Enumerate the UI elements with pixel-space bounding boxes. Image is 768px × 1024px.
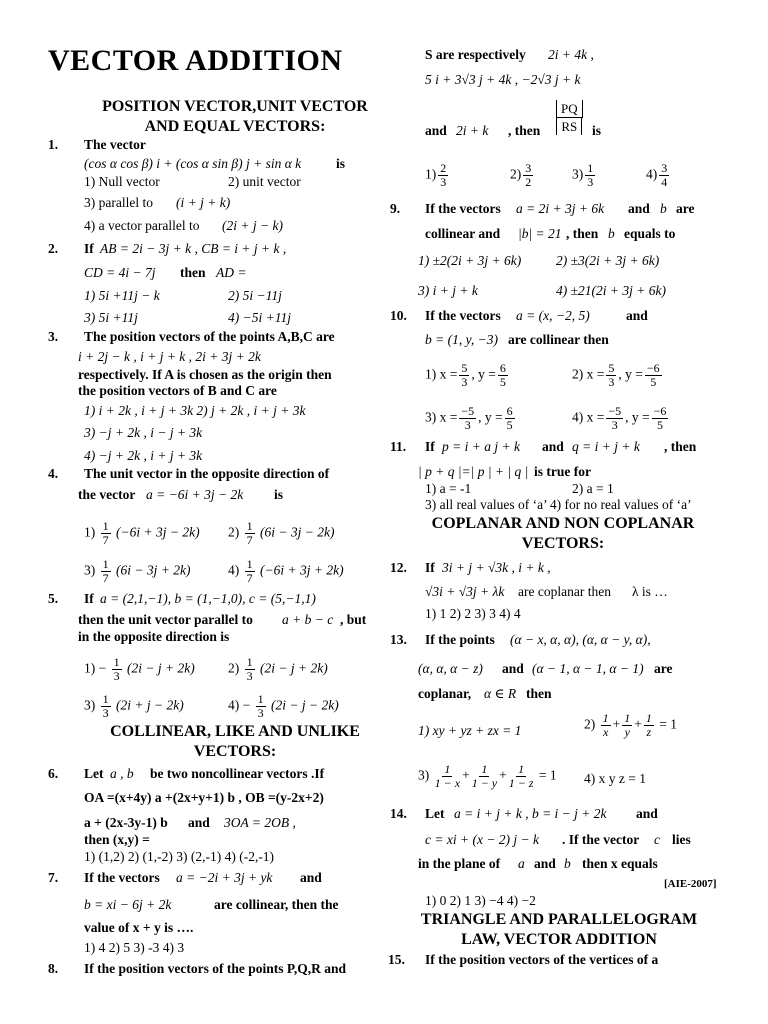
fraction [112,656,122,683]
question-text: then [180,265,206,280]
option: 1) ±2(2i + 3j + 6k) [418,253,522,268]
numerator: 1 [246,655,253,669]
numerator: 3 [525,161,532,175]
fraction [652,405,669,432]
fraction [606,405,623,432]
denominator: 1 − x [434,776,461,790]
denominator: 3 [611,418,618,432]
option [228,693,339,720]
fraction [101,693,111,720]
question-text: then [526,686,552,701]
question-text: are [676,201,695,216]
option: 3) −j + 2k , i − j + 3k [84,425,203,440]
question-text: be two noncollinear vectors .If [150,766,325,781]
option [84,520,200,547]
question-text: If the points [425,632,495,647]
math-expression: CD = 4i − 7j [84,265,156,280]
question-text: and [628,201,650,216]
question-text: S are respectively [425,47,526,62]
math-expression: AB = 2i − 3j + k , CB = i + j + k , [100,241,287,256]
question-text: and [542,439,564,454]
section-heading-line: AND EQUAL VECTORS: [144,118,326,135]
option-number: 2) [228,524,240,540]
math-expression: a [518,856,525,871]
option [418,763,557,790]
question-text: Let [425,806,445,821]
math-expression: (α, α, α − z) [418,661,483,676]
math-expression: 5 i + 3√3 j + 4k , −2√3 j + k [425,72,581,87]
math-expression: a = −6i + 3j − 2k [146,487,244,502]
option-number: 3) [84,697,96,713]
math-expression: a + (2x-3y-1) b [84,815,168,830]
math-expression: (2i − j + 2k) [260,660,328,676]
option: 4) ±21(2i + 3j + 6k) [556,283,666,298]
numerator: 1 [624,711,631,725]
source-tag: [AIE-2007] [664,878,717,890]
question-text: is [592,123,602,138]
ratio-fraction [554,100,585,135]
math-expression: (6i − 3j + 2k) [116,562,191,578]
option: 2) ±3(2i + 3j + 6k) [556,253,660,268]
denominator: 3 [246,669,253,683]
operator: = 1 [659,716,677,732]
option: 3) parallel to [84,195,153,210]
math-expression: (−6i + 3j + 2k) [260,562,344,578]
option: 1) a = -1 [425,481,472,496]
math-expression: 2i + k [456,123,489,138]
option-label: , y = [618,366,643,382]
question-text: , then [566,226,599,241]
option-label: , y = [478,409,503,425]
numerator: 1 [518,762,525,776]
question-text: The position vectors of the points A,B,C are [84,329,335,344]
option-label: 4) x = [572,409,605,425]
option [572,362,664,389]
numerator: 1 [102,557,109,571]
option [425,405,517,432]
option: 1) xy + yz + zx = 1 [418,723,522,738]
fraction [101,520,111,547]
option-number: 3) [572,166,584,182]
question-number: 4. [48,466,59,481]
option [228,656,328,683]
option-label: , y = [625,409,650,425]
fraction [245,520,255,547]
numerator: −5 [461,404,475,418]
math-expression: b = xi − 6j + 2k [84,897,172,912]
option [646,162,671,189]
option: 3) all real values of ‘a’ 4) for no real values of ‘a’ [425,497,692,512]
question-number: 11. [390,439,407,454]
option: 4) −j + 2k , i + j + 3k [84,448,203,463]
operator: + [499,767,507,783]
option [572,405,670,432]
question-text: are [654,661,673,676]
fraction [245,656,255,683]
option [228,558,344,585]
fraction [523,162,533,189]
math-expression: a = i + j + k , b = i − j + 2k [454,806,607,821]
question-text: Let [84,766,104,781]
question-number: 10. [390,308,407,323]
denominator: 3 [113,669,120,683]
operator: = 1 [538,767,557,783]
math-expression: (−6i + 3j − 2k) [116,524,200,540]
question-text: The unit vector in the opposite direction of [84,466,330,481]
numerator: 6 [506,404,513,418]
option [425,362,510,389]
denominator: y [624,725,630,739]
denominator: 3 [461,375,468,389]
math-expression: c [654,832,660,847]
option: 1) Null vector [84,174,160,189]
denominator: 3 [440,175,447,189]
section-heading-coplanar [388,514,738,554]
question-text: , then [508,123,541,138]
section-heading-line: COLLINEAR, LIKE AND UNLIKE [110,723,360,740]
question-text: The vector [84,137,146,152]
fraction [459,362,469,389]
question-text: respectively. If A is chosen as the origin then [78,367,332,382]
math-expression: |b| = 21 [518,226,562,241]
math-expression: | p + q |=| p | + | q | [418,464,529,479]
question-text: is true for [534,464,591,479]
math-expression: (2i − j + 2k) [126,660,195,676]
question-text: , but [340,612,367,627]
question-text: are coplanar then [518,584,611,599]
denominator: 3 [102,706,109,720]
fraction [659,162,669,189]
question-number: 3. [48,329,59,344]
math-expression: AD = [216,265,247,280]
section-heading-position-vectors [40,97,430,137]
question-text: are collinear, then the [214,897,339,912]
math-expression: 3i + j + √3k , i + k , [442,560,551,575]
math-expression: a + b − c [282,612,334,627]
option-number: 1) [425,166,437,182]
option-number: 3) [418,767,430,783]
question-text: If the position vectors of the points P,Q,R and [84,961,347,976]
fraction [101,558,111,585]
numerator: 1 [481,762,488,776]
section-heading-line: TRIANGLE AND PARALLELOGRAM [420,911,698,928]
numerator: 1 [113,655,120,669]
options-row: 1) 1 2) 2 3) 3 4) 4 [425,606,521,621]
denominator: 7 [246,533,253,547]
math-expression: √3i + √3j + λk [425,584,505,599]
fraction [256,693,266,720]
question-text: the vector [78,487,136,502]
math-expression: a , b [110,766,134,781]
math-expression: a = (2,1,−1), b = (1,−1,0), c = (5,−1,1) [100,591,316,606]
math-expression: p = i + a j + k [442,439,520,454]
fraction [556,100,583,135]
denominator: 1 − y [471,776,498,790]
denominator: x [602,725,609,739]
question-number: 9. [390,201,401,216]
math-expression: b [608,226,615,241]
question-text: in the plane of [418,856,501,871]
numerator: 6 [499,361,506,375]
denominator: 3 [464,418,471,432]
option-number: 2) [510,166,522,182]
numerator: 2 [440,161,447,175]
question-text: and [626,308,648,323]
numerator: 1 [444,762,451,776]
question-text: are collinear then [508,332,609,347]
denominator: 4 [661,175,668,189]
question-text: equals to [624,226,676,241]
fraction [438,162,448,189]
section-heading-line: COPLANAR AND NON COPLANAR [431,515,695,532]
question-text: and [300,870,322,885]
options-row: 1) 0 2) 1 3) −4 4) −2 [425,893,536,908]
fraction [622,712,632,739]
question-text: is [274,487,284,502]
denominator: 3 [608,375,615,389]
option [84,693,184,720]
option-number: 2) [584,716,596,732]
numerator: 1 [246,557,253,571]
option-number: 2) [228,660,240,676]
denominator: 3 [257,706,264,720]
question-text: then (x,y) = [84,832,150,847]
math-expression: (2i − j − 2k) [270,697,339,713]
numerator: 5 [608,361,615,375]
math-expression: b [564,856,571,871]
math-expression: c = xi + (x − 2) j − k [425,832,540,847]
question-number: 13. [390,632,407,647]
option-number: 3) [84,562,96,578]
question-number: 5. [48,591,59,606]
math-expression: (α − x, α, α), (α, α − y, α), [510,632,651,647]
question-text: If the position vectors of the vertices of a [425,952,659,967]
numerator: −5 [608,404,622,418]
fraction [601,712,611,739]
option [84,558,190,585]
numerator: 1 [645,711,652,725]
section-heading-line: POSITION VECTOR,UNIT VECTOR [102,98,368,115]
question-text: value of x + y is …. [84,920,194,935]
math-expression: 3OA = 2OB , [224,815,296,830]
fraction [645,362,662,389]
option [228,520,334,547]
numerator: 1 [257,692,264,706]
fraction [472,763,497,790]
question-text: If [84,591,94,606]
fraction [644,712,654,739]
math-expression: (i + j + k) [176,195,231,210]
fraction [245,558,255,585]
option: 4) a vector parallel to [84,218,200,233]
option [584,712,677,739]
math-expression: a = −2i + 3j + yk [176,870,273,885]
question-text: in the opposite direction is [78,629,230,644]
option-label: , y = [471,366,496,382]
fraction [606,362,616,389]
math-expression: q = i + j + k [572,439,640,454]
option-number: 4) [228,562,240,578]
fraction [435,763,460,790]
section-heading-line: LAW, VECTOR ADDITION [461,931,657,948]
question-number: 12. [390,560,407,575]
options-row: 1) (1,2) 2) (1,-2) 3) (2,-1) 4) (-2,-1) [84,849,275,864]
fraction [459,405,476,432]
question-text: is [336,156,346,171]
operator: + [612,716,621,732]
option: 4) −5i +11j [228,310,291,325]
math-expression: (2i + j − 2k) [116,697,184,713]
question-number: 8. [48,961,59,976]
numerator: −6 [646,361,660,375]
option-number: 1) [84,524,96,540]
option [510,162,535,189]
question-text: and [636,806,658,821]
question-number: 15. [388,952,405,967]
question-text: then the unit vector parallel to [78,612,253,627]
section-heading-line: VECTORS: [521,535,605,552]
question-text: If [425,439,435,454]
option: 4) x y z = 1 [584,771,646,786]
option: 3) 5i +11j [84,310,138,325]
math-expression: b = (1, y, −3) [425,332,498,347]
question-text: If [425,560,435,575]
math-expression: (α − 1, α − 1, α − 1) [532,661,644,676]
denominator: 5 [499,375,506,389]
option: 2) 5i −11j [228,288,282,303]
option-label: 2) x = [572,366,605,382]
question-text: If [84,241,94,256]
option [84,656,195,683]
denominator: 5 [657,418,664,432]
numerator: 1 [246,519,253,533]
section-heading-collinear [40,722,430,762]
question-text: , then [664,439,697,454]
fraction [509,763,534,790]
operator: + [462,767,470,783]
option-number: 4) − [228,697,251,713]
question-text: the position vectors of B and C are [78,383,277,398]
page-title: VECTOR ADDITION [48,44,343,77]
math-expression: (2i + j − k) [222,218,283,233]
numerator: 1 [102,519,109,533]
denominator: z [646,725,652,739]
option: 3) i + j + k [418,283,478,298]
question-number: 2. [48,241,59,256]
numerator: 1 [602,711,609,725]
fraction [505,405,515,432]
option [572,162,597,189]
option: 2) a = 1 [572,481,614,496]
numerator: PQ [556,100,583,118]
numerator: −6 [653,404,667,418]
math-expression: α ∈ R [484,686,517,701]
math-expression: (6i − 3j − 2k) [260,524,335,540]
question-text: If the vectors [84,870,160,885]
denominator: 7 [102,571,109,585]
question-text: and [534,856,556,871]
math-expression: i + 2j − k , i + j + k , 2i + 3j + 2k [78,349,261,364]
option-label: 1) x = [425,366,458,382]
option-number: 4) [646,166,658,182]
denominator: 2 [525,175,532,189]
question-text: and [188,815,210,830]
denominator: 5 [506,418,513,432]
question-text: λ is … [632,584,668,599]
fraction [585,162,595,189]
numerator: 3 [661,161,668,175]
question-text: lies [672,832,691,847]
option-label: 3) x = [425,409,458,425]
denominator: RS [556,118,582,135]
numerator: 5 [461,361,468,375]
denominator: 3 [587,175,594,189]
numerator: 1 [587,161,594,175]
question-number: 14. [390,806,407,821]
question-number: 6. [48,766,59,781]
section-heading-triangle-law [384,910,734,950]
option: 1) i + 2k , i + j + 3k 2) j + 2k , i + j + 3k [84,403,306,418]
option: 2) unit vector [228,174,301,189]
question-number: 7. [48,870,59,885]
question-text: and [502,661,524,676]
math-expression: a = 2i + 3j + 6k [516,201,605,216]
question-text: then x equals [582,856,658,871]
math-expression: (cos α cos β) i + (cos α sin β) j + sin α k [84,156,302,171]
math-expression: a = (x, −2, 5) [516,308,590,323]
math-expression: b [660,201,667,216]
operator: + [634,716,642,732]
option: 1) 5i +11j − k [84,288,160,303]
math-expression: OA =(x+4y) a +(2x+y+1) b , OB =(y-2x+2) [84,790,324,805]
question-text: . If the vector [562,832,640,847]
question-text: and [425,123,447,138]
options-row: 1) 4 2) 5 3) -3 4) 3 [84,940,185,955]
option [425,162,450,189]
numerator: 1 [102,692,109,706]
question-text: If the vectors [425,308,501,323]
question-text: If the vectors [425,201,501,216]
math-expression: 2i + 4k , [548,47,594,62]
denominator: 7 [246,571,253,585]
denominator: 7 [102,533,109,547]
question-text: coplanar, [418,686,472,701]
denominator: 1 − z [508,776,534,790]
question-number: 1. [48,137,59,152]
fraction [498,362,508,389]
question-text: collinear and [425,226,501,241]
denominator: 5 [650,375,657,389]
section-heading-line: VECTORS: [193,743,277,760]
option-number: 1) − [84,660,107,676]
